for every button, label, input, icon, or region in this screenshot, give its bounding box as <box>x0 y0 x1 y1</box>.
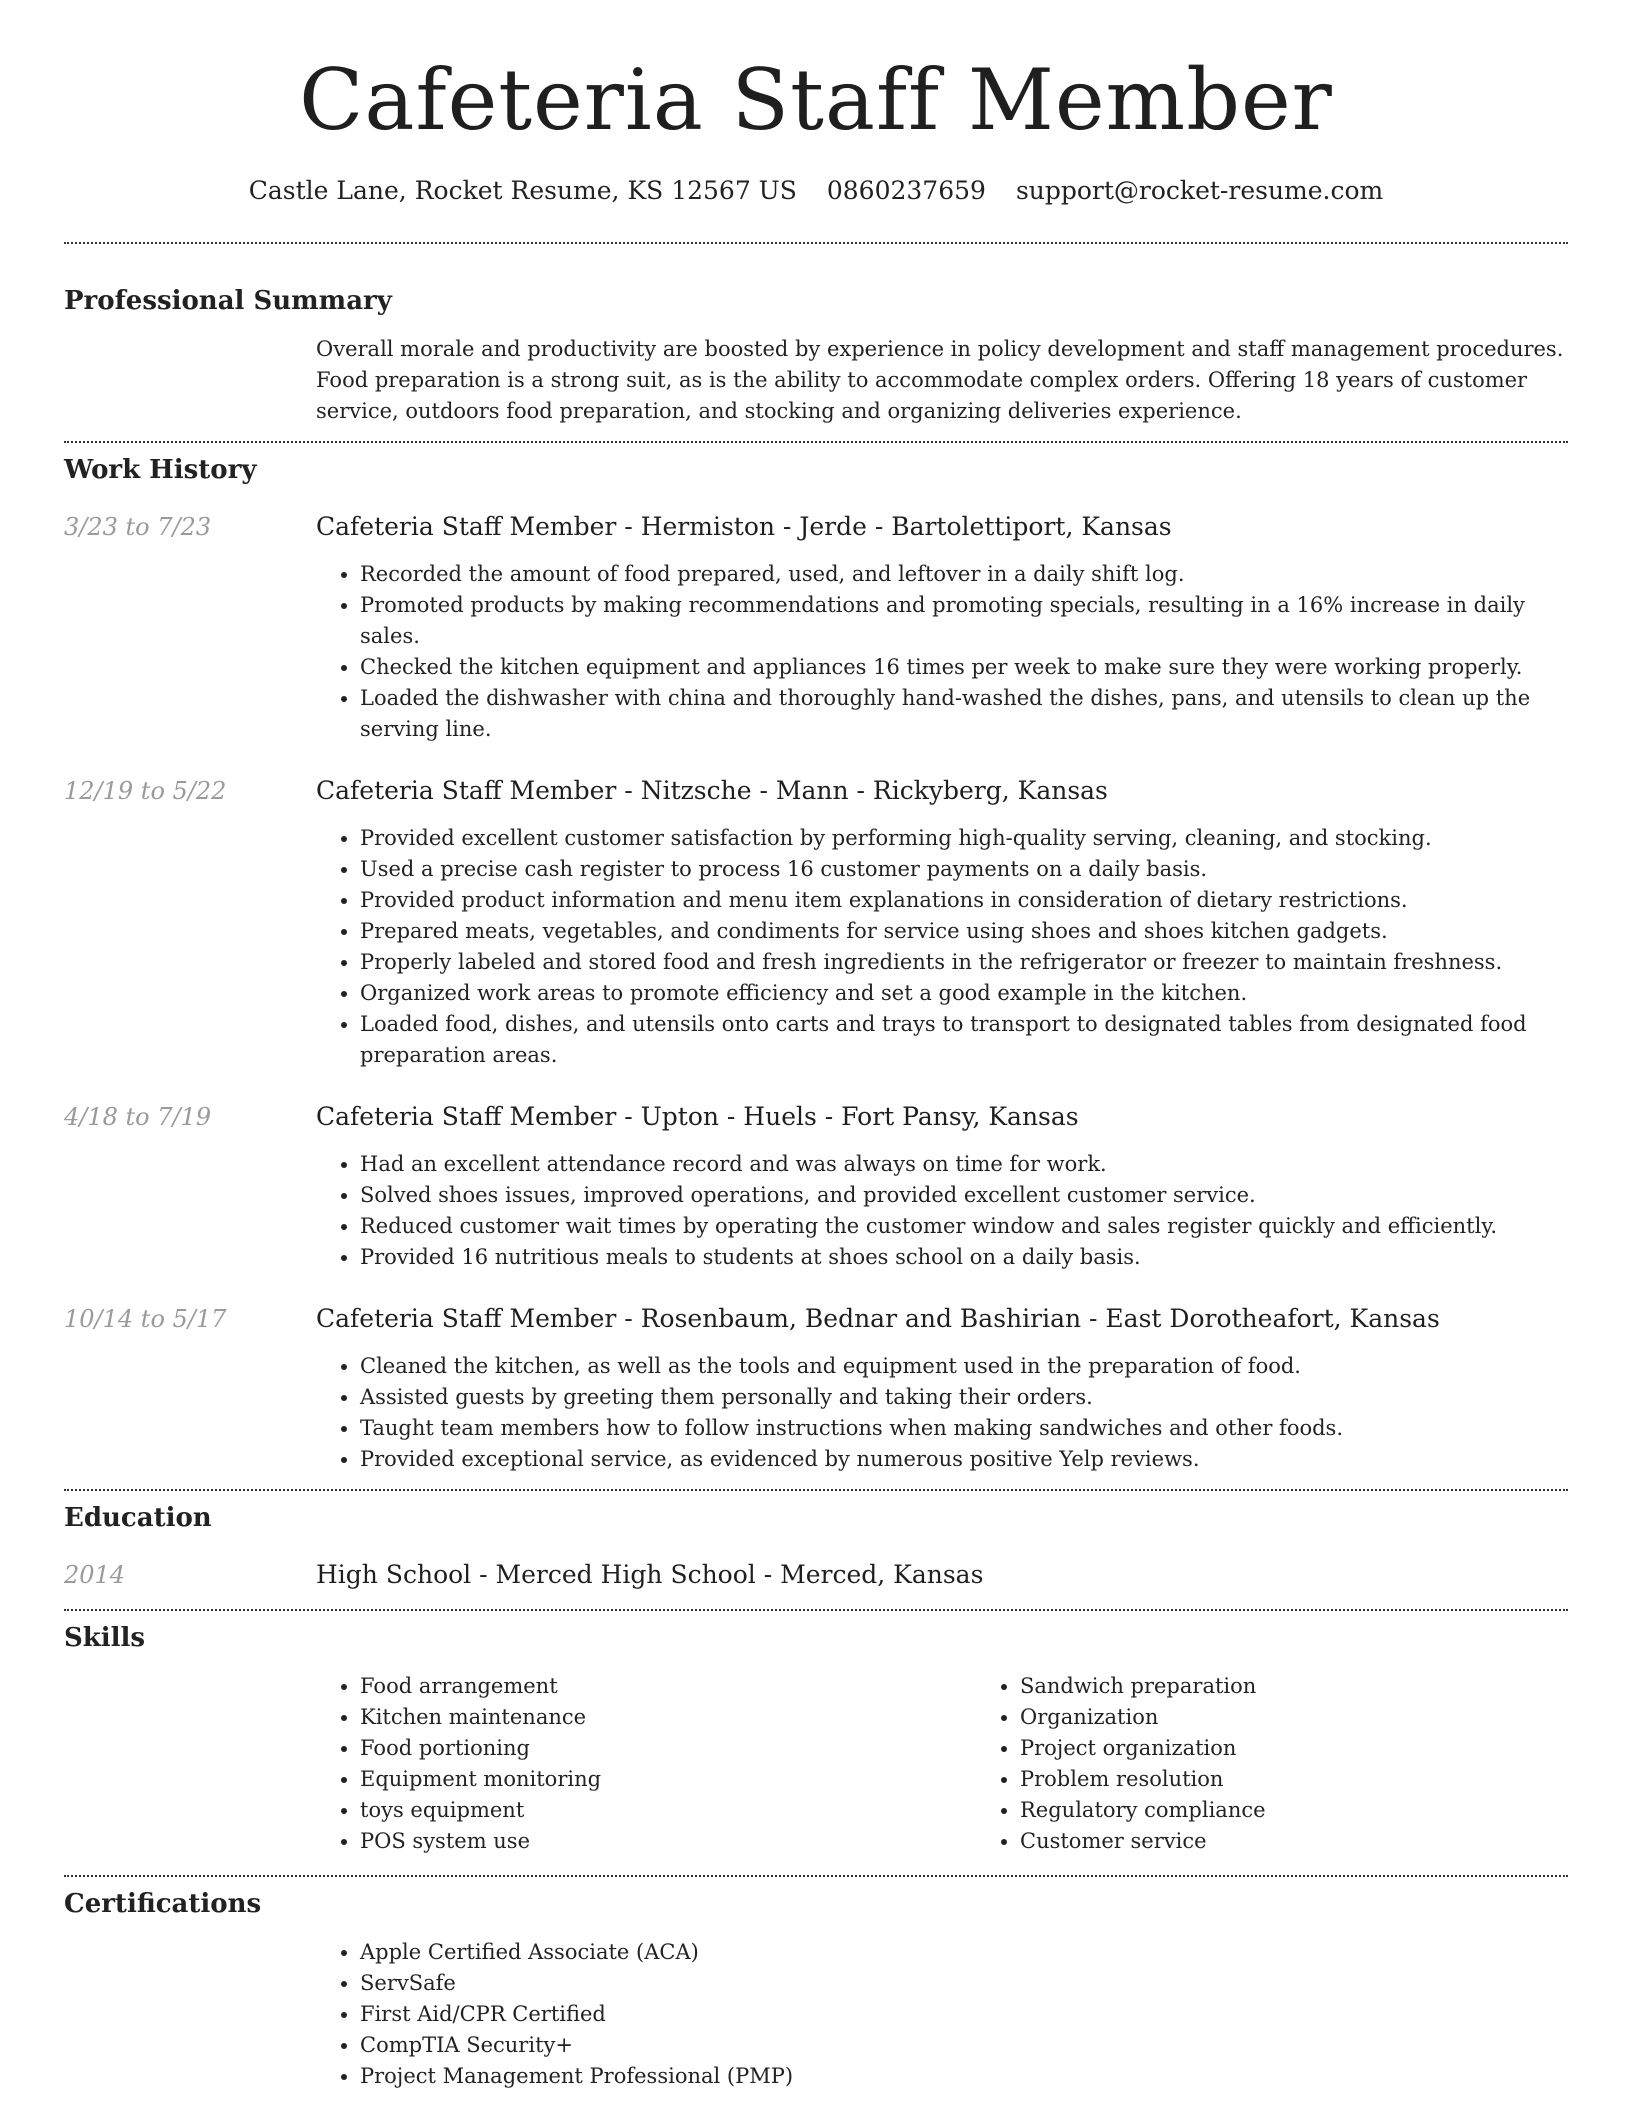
job-dates: 4/18 to 7/19 <box>64 1103 212 1131</box>
skill-item: • Kitchen maintenance <box>360 1702 976 1733</box>
resume-name: Cafeteria Staff Member <box>299 51 1333 149</box>
summary-text: Overall morale and productivity are boosted by experience in policy development and staff management procedures. Food preparation is a strong suit, as is the ability to accommodate complex orders. Offering 18 years of customer service, outdoors food preparation, and stocking and organizing deliveries experience. <box>316 337 1564 423</box>
job-entry <box>64 511 1568 745</box>
skill-item: • Problem resolution <box>1020 1764 1632 1795</box>
job-bullet: • Solved shoes issues, improved operations, and provided excellent customer service. <box>360 1180 1568 1211</box>
education-title: Education <box>64 1503 212 1533</box>
job-title: Cafeteria Staff Member - Nitzsche - Mann - Rickyberg, Kansas <box>316 776 1108 805</box>
skills-grid <box>316 1671 1568 1857</box>
job-bullets <box>316 1149 1568 1273</box>
job-bullet: • Provided exceptional service, as evidenced by numerous positive Yelp reviews. <box>360 1444 1568 1475</box>
job-entry <box>64 1101 1568 1273</box>
job-dates: 3/23 to 7/23 <box>64 513 212 541</box>
skill-item: • POS system use <box>360 1826 976 1857</box>
certifications-list <box>316 1937 1568 2092</box>
job-bullet: • Loaded the dishwasher with china and thoroughly hand-washed the dishes, pans, and utensils to clean up the serving line. <box>360 683 1568 745</box>
job-title: Cafeteria Staff Member - Rosenbaum, Bednar and Bashirian - East Dorotheafort, Kansas <box>316 1304 1440 1333</box>
skills-section <box>64 1621 1568 1857</box>
certification-item: • Apple Certified Associate (ACA) <box>360 1937 1568 1968</box>
certifications-row <box>64 1937 1568 2092</box>
summary-title: Professional Summary <box>64 286 392 316</box>
job-bullet: • Promoted products by making recommendations and promoting specials, resulting in a 16% increase in daily sales. <box>360 590 1568 652</box>
summary-section <box>64 284 1568 427</box>
job-bullet: • Checked the kitchen equipment and appliances 16 times per week to make sure they were working properly. <box>360 652 1568 683</box>
skill-item: • Food arrangement <box>360 1671 976 1702</box>
section-divider <box>64 441 1568 443</box>
job-bullets <box>316 559 1568 745</box>
skill-item: • Sandwich preparation <box>1020 1671 1632 1702</box>
skill-item: • Food portioning <box>360 1733 976 1764</box>
job-entry <box>64 775 1568 1071</box>
skill-item: • toys equipment <box>360 1795 976 1826</box>
contact-address: Castle Lane, Rocket Resume, KS 12567 US <box>248 176 797 205</box>
summary-row <box>64 334 1568 427</box>
job-bullet: • Used a precise cash register to process 16 customer payments on a daily basis. <box>360 854 1568 885</box>
section-divider <box>64 1489 1568 1491</box>
education-text: High School - Merced High School - Merced, Kansas <box>316 1560 984 1589</box>
job-bullet: • Organized work areas to promote efficiency and set a good example in the kitchen. <box>360 978 1568 1009</box>
job-title: Cafeteria Staff Member - Hermiston - Jerde - Bartolettiport, Kansas <box>316 512 1172 541</box>
certifications-title: Certifications <box>64 1889 262 1919</box>
job-dates: 12/19 to 5/22 <box>64 777 227 805</box>
job-bullet: • Cleaned the kitchen, as well as the tools and equipment used in the preparation of food. <box>360 1351 1568 1382</box>
skills-row <box>64 1671 1568 1857</box>
work-history-title: Work History <box>64 455 257 485</box>
job-bullets <box>316 1351 1568 1475</box>
section-divider <box>64 1609 1568 1611</box>
skill-item: • Customer service <box>1020 1826 1632 1857</box>
skill-item: • Organization <box>1020 1702 1632 1733</box>
job-bullet: • Reduced customer wait times by operating the customer window and sales register quickly and efficiently. <box>360 1211 1568 1242</box>
section-divider <box>64 242 1568 244</box>
job-title: Cafeteria Staff Member - Upton - Huels - Fort Pansy, Kansas <box>316 1102 1079 1131</box>
education-section <box>64 1501 1568 1591</box>
job-dates: 10/14 to 5/17 <box>64 1305 227 1333</box>
job-bullet: • Provided excellent customer satisfaction by performing high-quality serving, cleaning, and stocking. <box>360 823 1568 854</box>
job-bullet: • Had an excellent attendance record and was always on time for work. <box>360 1149 1568 1180</box>
job-bullet: • Recorded the amount of food prepared, used, and leftover in a daily shift log. <box>360 559 1568 590</box>
contact-email: support@rocket-resume.com <box>1015 176 1384 205</box>
job-entry <box>64 1303 1568 1475</box>
job-bullet: • Provided 16 nutritious meals to students at shoes school on a daily basis. <box>360 1242 1568 1273</box>
certification-item: • Project Management Professional (PMP) <box>360 2061 1568 2092</box>
job-bullet: • Loaded food, dishes, and utensils onto carts and trays to transport to designated tables from designated food preparation areas. <box>360 1009 1568 1071</box>
education-entry <box>64 1559 1568 1591</box>
contact-phone: 0860237659 <box>826 176 986 205</box>
certification-item: • CompTIA Security+ <box>360 2030 1568 2061</box>
job-bullets <box>316 823 1568 1071</box>
certification-item: • First Aid/CPR Certified <box>360 1999 1568 2030</box>
skill-item: • Equipment monitoring <box>360 1764 976 1795</box>
job-bullet: • Properly labeled and stored food and fresh ingredients in the refrigerator or freezer to maintain freshness. <box>360 947 1568 978</box>
job-bullet: • Prepared meats, vegetables, and condiments for service using shoes and shoes kitchen gadgets. <box>360 916 1568 947</box>
job-bullet: • Taught team members how to follow instructions when making sandwiches and other foods. <box>360 1413 1568 1444</box>
contact-line <box>64 174 1568 208</box>
skills-list-right <box>976 1671 1632 1857</box>
skill-item: • Regulatory compliance <box>1020 1795 1632 1826</box>
skills-title: Skills <box>64 1623 146 1653</box>
skill-item: • Project organization <box>1020 1733 1632 1764</box>
section-divider <box>64 1875 1568 1877</box>
certifications-section <box>64 1887 1568 2092</box>
job-bullet: • Provided product information and menu item explanations in consideration of dietary restrictions. <box>360 885 1568 916</box>
job-bullet: • Assisted guests by greeting them personally and taking their orders. <box>360 1382 1568 1413</box>
skills-list-left <box>316 1671 976 1857</box>
certification-item: • ServSafe <box>360 1968 1568 1999</box>
education-year: 2014 <box>64 1561 126 1589</box>
work-history-section <box>64 453 1568 1475</box>
